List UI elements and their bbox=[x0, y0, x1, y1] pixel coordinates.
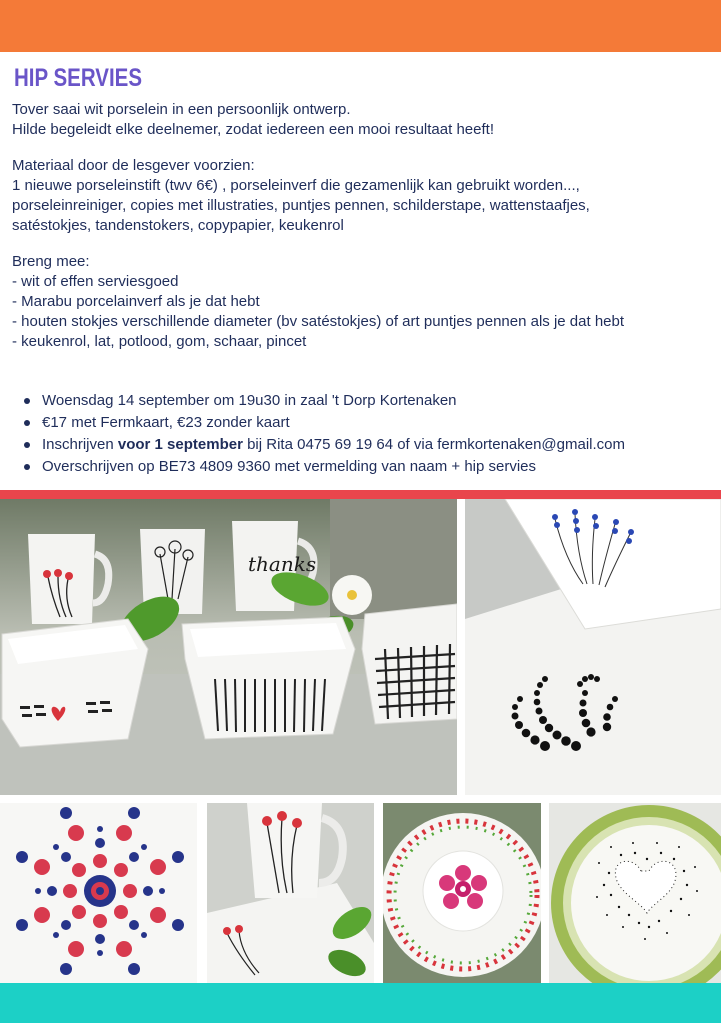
divider-bar bbox=[0, 490, 721, 499]
register-prefix: Inschrijven bbox=[42, 436, 118, 453]
photo-square-plate bbox=[465, 499, 721, 795]
bring-heading: Breng mee: bbox=[12, 253, 90, 270]
bring-line: - houten stokjes verschillende diameter (bv satéstokjes) of art puntjes pennen als je dat hebt bbox=[12, 313, 625, 330]
info-date: Woensdag 14 september om 19u30 in zaal 't Dorp Kortenaken bbox=[24, 390, 714, 412]
mug-lettering: thanks bbox=[248, 552, 317, 576]
materials-heading: Materiaal door de lesgever voorzien: bbox=[12, 157, 255, 174]
register-contact: bij Rita 0475 69 19 64 of via fermkortenaken@gmail.com bbox=[242, 436, 626, 453]
materials-line: satéstokjes, tandenstokers, copypapier, keukenrol bbox=[12, 217, 344, 234]
bottom-color-bar bbox=[0, 983, 721, 1023]
photo-mandala-plate bbox=[0, 803, 197, 983]
intro-line: Hilde begeleidt elke deelnemer, zodat iedereen een mooi resultaat heeft! bbox=[12, 121, 494, 138]
intro-line: Tover saai wit porselein in een persoonlijk ontwerp. bbox=[12, 101, 351, 118]
materials-line: porseleinreiniger, copies met illustraties, puntjes pennen, schilderstape, wattenstaafjes, bbox=[12, 197, 590, 214]
bring-line: - Marabu porcelainverf als je dat hebt bbox=[12, 293, 260, 310]
info-list bbox=[24, 390, 714, 478]
info-price: €17 met Fermkaart, €23 zonder kaart bbox=[24, 412, 714, 434]
page-title: HIP SERVIES bbox=[14, 64, 142, 92]
info-payment: Overschrijven op BE73 4809 9360 met vermelding van naam + hip servies bbox=[24, 456, 714, 478]
bring-line: - wit of effen serviesgoed bbox=[12, 273, 179, 290]
materials-line: 1 nieuwe porseleinstift (twv 6€) , porseleinverf die gezamenlijk kan gebruikt worden..., bbox=[12, 177, 580, 194]
register-deadline: voor 1 september bbox=[117, 436, 243, 453]
top-color-bar bbox=[0, 0, 721, 52]
photo-mugs-bowls bbox=[0, 499, 457, 795]
body-text bbox=[12, 100, 712, 352]
photo-flower-saucer bbox=[383, 803, 541, 983]
info-register bbox=[24, 434, 714, 456]
bring-line: - keukenrol, lat, potlood, gom, schaar, pincet bbox=[12, 333, 307, 350]
photo-mug-poppies bbox=[207, 803, 374, 983]
photo-heart-plate bbox=[549, 803, 721, 983]
